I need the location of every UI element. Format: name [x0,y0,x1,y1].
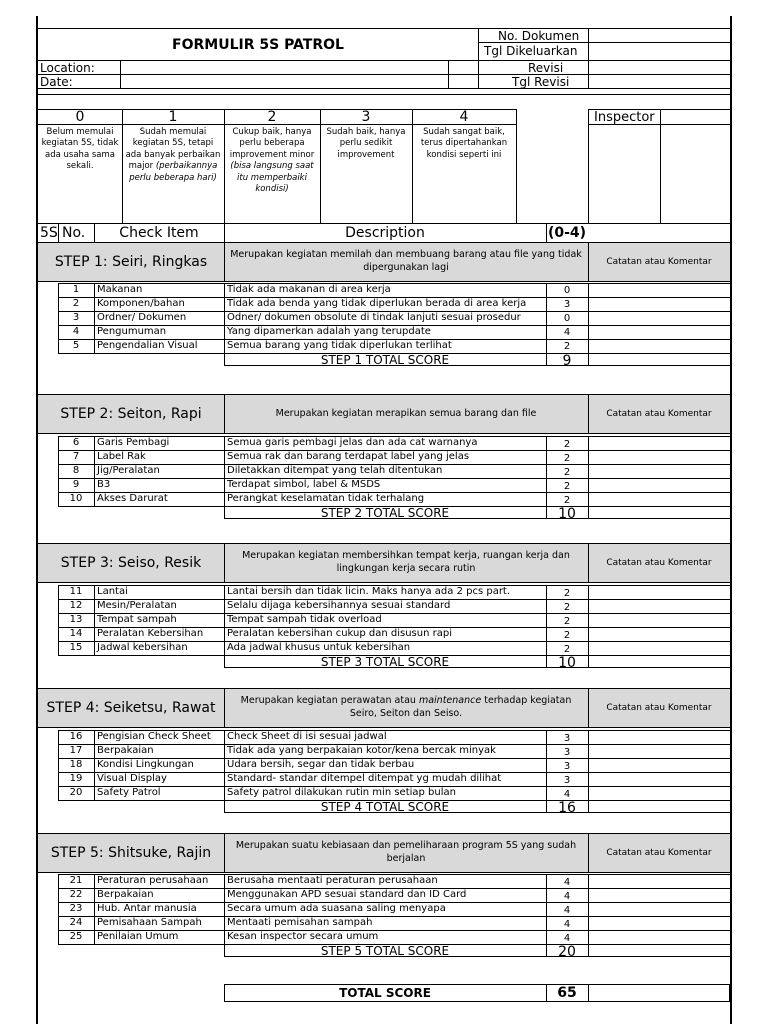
item-16-no: 16 [69,731,83,742]
item-2-score[interactable]: 3 [563,299,571,310]
item-17-desc: Tidak ada yang berpakaian kotor/kena bercak minyak [227,745,496,756]
column-score: (0-4) [547,225,587,241]
item-14-score[interactable]: 2 [563,630,571,641]
step-4-total: 16 [558,800,576,816]
item-13-desc: Tempat sampah tidak overload [227,614,382,625]
item-2-no: 2 [72,298,80,309]
location-label: Location: [40,61,95,75]
item-2-desc: Tidak ada benda yang tidak diperlukan berada di area kerja [227,298,527,309]
item-24-no: 24 [69,917,83,928]
step-4-description: Merupakan kegiatan perawatan atau maintenance terhadap kegiatan Seiro, Seiton dan Seiso. [224,689,588,727]
item-5-desc: Semua barang yang tidak diperlukan terlihat [227,340,452,351]
step-2-description: Merupakan kegiatan merapikan semua barang dan file [224,395,588,433]
form-title: FORMULIR 5S PATROL [172,37,344,53]
step-4-comment-header: Catatan atau Komentar [588,689,730,727]
level-0-description: Belum memulai kegiatan 5S, tidak ada usaha sama sekali. [41,127,119,172]
item-8-score[interactable]: 2 [563,467,571,478]
item-25-check: Penilaian Umum [97,931,179,942]
item-3-desc: Odner/ dokumen obsolute di tindak lanjuti sesuai prosedur [227,312,521,323]
date-field[interactable] [121,75,447,88]
level-2-number: 2 [267,109,277,125]
step-2-title: STEP 2: Seiton, Rapi [38,395,224,433]
item-14-no: 14 [69,628,83,639]
item-6-desc: Semua garis pembagi jelas dan ada cat warnanya [227,437,478,448]
item-19-check: Visual Display [97,773,167,784]
level-0-number: 0 [75,109,85,125]
item-3-score[interactable]: 0 [563,313,571,324]
item-4-desc: Yang dipamerkan adalah yang terupdate [227,326,431,337]
step-5-total: 20 [558,944,576,960]
item-6-score[interactable]: 2 [563,439,571,450]
item-12-desc: Selalu dijaga kebersihannya sesuai standard [227,600,451,611]
step-1-title: STEP 1: Seiri, Ringkas [38,243,224,281]
item-7-check: Label Rak [97,451,146,462]
item-11-desc: Lantai bersih dan tidak licin. Maks hanya ada 2 pcs part. [227,586,511,597]
item-22-no: 22 [69,889,83,900]
item-8-desc: Diletakkan ditempat yang telah ditentukan [227,465,443,476]
item-12-score[interactable]: 2 [563,602,571,613]
level-1-number: 1 [168,109,178,125]
item-16-score[interactable]: 3 [563,733,571,744]
item-21-desc: Berusaha mentaati peraturan perusahaan [227,875,438,886]
grand-total-value: 65 [557,985,577,1001]
item-25-desc: Kesan inspector secara umum [227,931,379,942]
step-4-total-label: STEP 4 TOTAL SCORE [320,800,450,814]
item-11-check: Lantai [97,586,128,597]
item-14-desc: Peralatan kebersihan cukup dan disusun rapi [227,628,452,639]
level-2-description: Cukup baik, hanya perlu beberapa improvement minor (bisa langsung saat itu memperbaiki kondisi) [229,127,315,195]
item-15-score[interactable]: 2 [563,644,571,655]
item-5-score[interactable]: 2 [563,341,571,352]
item-3-no: 3 [72,312,80,323]
item-23-desc: Secara umum ada suasana saling menyapa [227,903,446,914]
item-10-no: 10 [69,493,83,504]
item-24-desc: Mentaati pemisahan sampah [227,917,373,928]
item-1-check: Makanan [97,284,143,295]
item-20-desc: Safety patrol dilakukan rutin min setiap bulan [227,787,456,798]
item-10-score[interactable]: 2 [563,495,571,506]
step-3-description: Merupakan kegiatan membersihkan tempat kerja, ruangan kerja dan lingkungan kerja secara rutin [224,544,588,582]
item-23-no: 23 [69,903,83,914]
item-24-score[interactable]: 4 [563,919,571,930]
item-19-desc: Standard- standar ditempel ditempat yg mudah dilihat [227,773,502,784]
item-2-check: Komponen/bahan [97,298,185,309]
step-2-comment-header: Catatan atau Komentar [588,395,730,433]
item-18-no: 18 [69,759,83,770]
step-5-description: Merupakan suatu kebiasaan dan pemeliharaan program 5S yang sudah berjalan [224,834,588,872]
step-2-total: 10 [558,506,576,522]
date-label: Date: [40,75,73,89]
item-21-no: 21 [69,875,83,886]
item-4-check: Pengumuman [97,326,167,337]
item-8-no: 8 [72,465,80,476]
item-1-desc: Tidak ada makanan di area kerja [227,284,391,295]
item-3-check: Ordner/ Dokumen [97,312,187,323]
item-13-no: 13 [69,614,83,625]
item-9-no: 9 [72,479,80,490]
item-16-desc: Check Sheet di isi sesuai jadwal [227,731,387,742]
level-3-description: Sudah baik, hanya perlu sedikit improvement [326,127,406,160]
column-check-item: Check Item [119,225,199,241]
step-1-comment-header: Catatan atau Komentar [588,243,730,281]
step-2-total-label: STEP 2 TOTAL SCORE [320,506,450,520]
step-1-total-label: STEP 1 TOTAL SCORE [320,353,450,367]
grand-total-label: TOTAL SCORE [339,986,431,1000]
item-9-score[interactable]: 2 [563,481,571,492]
step-3-total: 10 [558,655,576,671]
item-17-check: Berpakaian [97,745,154,756]
item-22-check: Berpakaian [97,889,154,900]
step-4-title: STEP 4: Seiketsu, Rawat [38,689,224,727]
item-22-score[interactable]: 4 [563,891,571,902]
item-6-no: 6 [72,437,80,448]
item-13-check: Tempat sampah [97,614,177,625]
item-18-check: Kondisi Lingkungan [97,759,194,770]
item-14-check: Peralatan Kebersihan [97,628,204,639]
item-20-no: 20 [69,787,83,798]
level-1-description: Sudah memulai kegiatan 5S, tetapi ada banyak perbaikan major (perbaikannya perlu beberapa hari) [125,127,221,183]
item-21-check: Peraturan perusahaan [97,875,209,886]
item-9-desc: Terdapat simbol, label & MSDS [227,479,381,490]
item-12-no: 12 [69,600,83,611]
item-18-desc: Udara bersih, segar dan tidak berbau [227,759,415,770]
no-dokumen-label: No. Dokumen [498,29,580,43]
item-11-no: 11 [69,586,83,597]
step-3-title: STEP 3: Seiso, Resik [38,544,224,582]
step-1-description: Merupakan kegiatan memilah dan membuang barang atau file yang tidak dipergunakan lagi [224,243,588,281]
level-4-description: Sudah sangat baik, terus dipertahankan kondisi seperti ini [420,127,508,160]
item-8-check: Jig/Peralatan [97,465,160,476]
step-3-comment-header: Catatan atau Komentar [588,544,730,582]
column-description: Description [345,225,425,241]
item-10-check: Akses Darurat [97,493,168,504]
item-19-score[interactable]: 3 [563,775,571,786]
item-13-score[interactable]: 2 [563,616,571,627]
item-10-desc: Perangkat keselamatan tidak terhalang [227,493,425,504]
item-16-check: Pengisian Check Sheet [97,731,211,742]
item-24-check: Pemisahaan Sampah [97,917,202,928]
step-3-total-label: STEP 3 TOTAL SCORE [320,655,450,669]
inspector-label: Inspector [594,110,655,125]
form-sheet [36,16,732,1024]
item-1-score[interactable]: 0 [563,285,571,296]
tgl-dikeluarkan-label: Tgl Dikeluarkan [484,44,578,58]
item-17-score[interactable]: 3 [563,747,571,758]
tgl-revisi-label: Tgl Revisi [512,75,570,89]
item-7-score[interactable]: 2 [563,453,571,464]
step-5-title: STEP 5: Shitsuke, Rajin [38,834,224,872]
item-17-no: 17 [69,745,83,756]
item-23-score[interactable]: 4 [563,905,571,916]
item-7-no: 7 [72,451,80,462]
item-19-no: 19 [69,773,83,784]
item-21-score[interactable]: 4 [563,877,571,888]
item-25-no: 25 [69,931,83,942]
item-23-check: Hub. Antar manusia [97,903,197,914]
revisi-label: Revisi [528,61,564,75]
column-no: No. [62,225,86,241]
item-6-check: Garis Pembagi [97,437,170,448]
item-4-score[interactable]: 4 [563,327,571,338]
item-25-score[interactable]: 4 [563,933,571,944]
item-9-check: B3 [97,479,111,490]
item-4-no: 4 [72,326,80,337]
item-15-no: 15 [69,642,83,653]
item-7-desc: Semua rak dan barang terdapat label yang jelas [227,451,470,462]
item-22-desc: Menggunakan APD sesuai standard dan ID Card [227,889,467,900]
step-5-total-label: STEP 5 TOTAL SCORE [320,944,450,958]
level-4-number: 4 [459,109,469,125]
step-1-total: 9 [562,353,572,369]
item-15-check: Jadwal kebersihan [97,642,188,653]
column-5s: 5S [40,225,58,241]
item-11-score[interactable]: 2 [563,588,571,599]
item-20-check: Safety Patrol [97,787,161,798]
item-20-score[interactable]: 4 [563,789,571,800]
item-12-check: Mesin/Peralatan [97,600,177,611]
location-field[interactable] [121,61,447,74]
item-5-check: Pengendalian Visual [97,340,198,351]
item-5-no: 5 [72,340,80,351]
item-15-desc: Ada jadwal khusus untuk kebersihan [227,642,411,653]
item-1-no: 1 [72,284,80,295]
item-18-score[interactable]: 3 [563,761,571,772]
level-3-number: 3 [361,109,371,125]
step-5-comment-header: Catatan atau Komentar [588,834,730,872]
